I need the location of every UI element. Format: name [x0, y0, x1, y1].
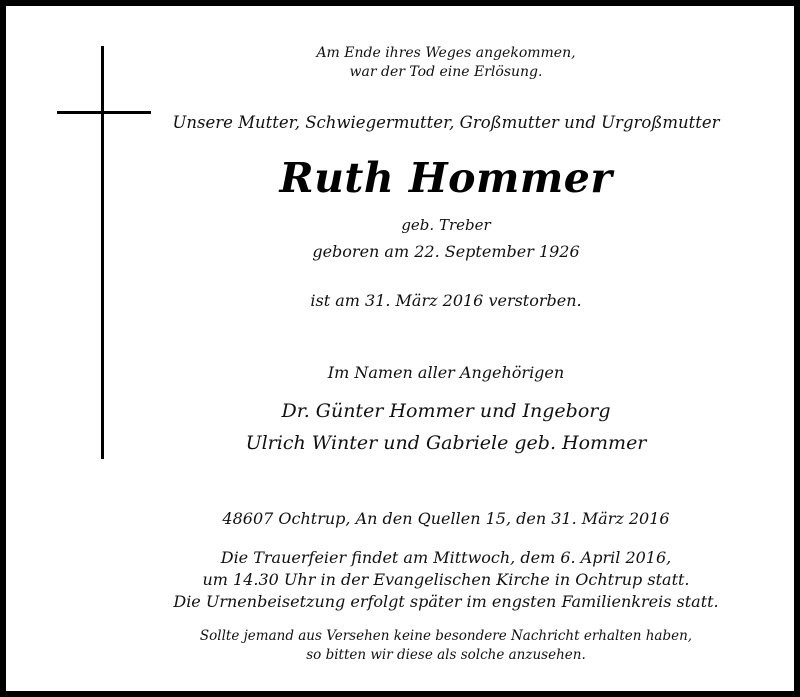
service-line-2: um 14.30 Uhr in der Evangelischen Kirche in Ochtrup statt. [202, 570, 690, 589]
address-line: 48607 Ochtrup, An den Quellen 15, den 31. März 2016 [222, 509, 670, 528]
notification-note [146, 627, 746, 665]
birth-date: geboren am 22. September 1926 [312, 242, 580, 261]
cross-horizontal-bar [57, 111, 151, 114]
birth-name: geb. Treber [401, 216, 491, 234]
family-intro: Im Namen aller Angehörigen [327, 363, 565, 382]
mourner-1: Dr. Günter Hommer und Ingeborg [281, 400, 611, 422]
epigraph-line-1: Am Ende ihres Weges angekommen, [316, 45, 576, 61]
deceased-name: Ruth Hommer [279, 154, 613, 202]
service-line-3: Die Urnenbeisetzung erfolgt später im engsten Familienkreis statt. [173, 592, 719, 611]
service-info [146, 547, 746, 613]
note-line-2: so bitten wir diese als solche anzusehen. [306, 647, 586, 663]
death-date: ist am 31. März 2016 verstorben. [310, 291, 582, 310]
cross-vertical-bar [101, 46, 104, 459]
epigraph [146, 44, 746, 82]
note-line-1: Sollte jemand aus Versehen keine besondere Nachricht erhalten haben, [199, 628, 693, 644]
epigraph-line-2: war der Tod eine Erlösung. [349, 64, 543, 80]
family-relation: Unsere Mutter, Schwiegermutter, Großmutter und Urgroßmutter [172, 113, 720, 132]
service-line-1: Die Trauerfeier findet am Mittwoch, dem 6. April 2016, [220, 548, 672, 567]
mourner-2: Ulrich Winter und Gabriele geb. Hommer [245, 432, 647, 454]
